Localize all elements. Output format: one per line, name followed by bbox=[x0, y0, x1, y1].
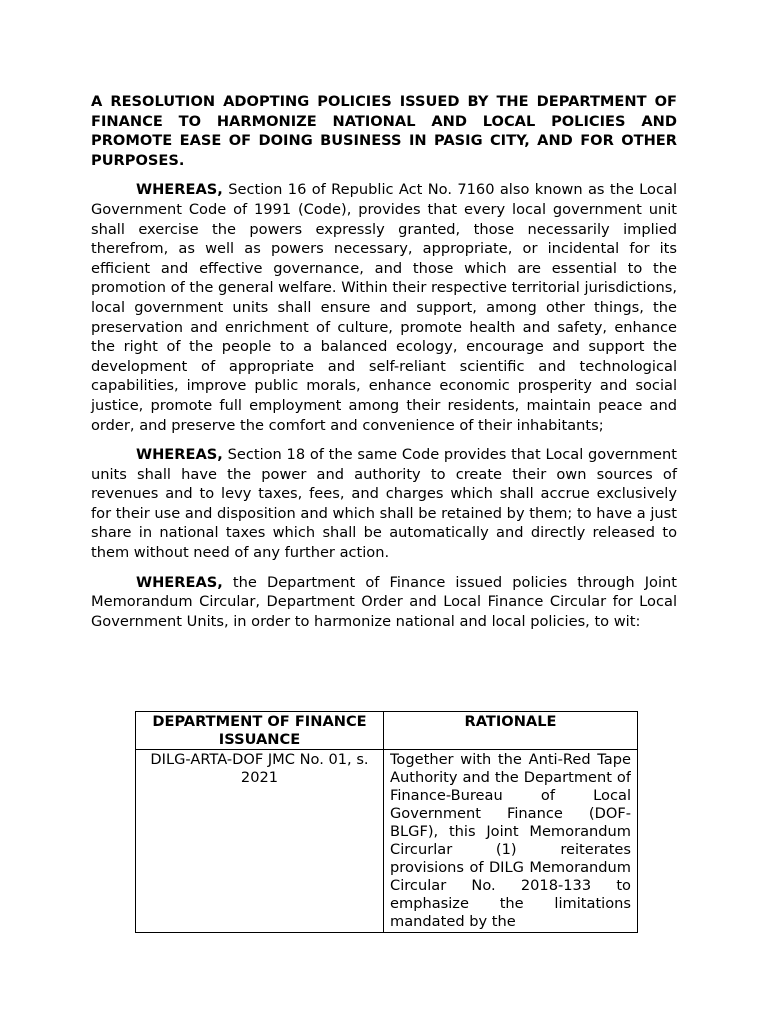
rationale-cell bbox=[384, 750, 638, 933]
column-header-rationale: RATIONALE bbox=[384, 712, 638, 750]
issuance-table bbox=[135, 711, 638, 933]
table-row bbox=[136, 750, 638, 933]
whereas-text: Section 16 of Republic Act No. 7160 also known as the Local Government Code of 1991 (Code), provides that every local government unit shall exercise the powers expressly granted, those necessarily implied therefrom, as well as powers necessary, appropriate, or incidental for its efficient and effective governance, and those which are essential to the promotion of the general welfare. Within their respective territorial jurisdictions, local government units shall ensure and support, among other things, the preservation and enrichment of culture, promote health and safety, enhance the right of the people to a balanced ecology, encourage and support the development of appropriate and self-reliant scientific and technological capabilities, improve public morals, enhance economic prosperity and social justice, promote full employment among their residents, maintain peace and order, and preserve the comfort and convenience of their inhabitants; bbox=[91, 181, 677, 434]
whereas-lead: WHEREAS, bbox=[136, 573, 223, 591]
whereas-paragraph bbox=[91, 180, 677, 435]
document-body bbox=[91, 92, 677, 641]
whereas-paragraph bbox=[91, 445, 677, 563]
column-header-issuance: DEPARTMENT OF FINANCE ISSUANCE bbox=[136, 712, 384, 750]
rationale-text: Together with the Anti-Red Tape Authority and the Department of Finance-Bureau of Local Government Finance (DOF-BLGF), this Joint Memorandum Circurlar (1) reiterates provisions of DILG Memorandum Circular No. 2018-133 to emphasize the limitations mandated by the bbox=[390, 751, 631, 930]
whereas-lead: WHEREAS, bbox=[136, 181, 223, 199]
whereas-paragraph bbox=[91, 573, 677, 632]
resolution-title: A RESOLUTION ADOPTING POLICIES ISSUED BY THE DEPARTMENT OF FINANCE TO HARMONIZE NATIONAL AND LOCAL POLICIES AND PROMOTE EASE OF DOING BUSINESS IN PASIG CITY, AND FOR OTHER PURPOSES. bbox=[91, 93, 677, 169]
issuance-cell: DILG-ARTA-DOF JMC No. 01, s. 2021 bbox=[136, 750, 384, 933]
whereas-lead: WHEREAS, bbox=[136, 446, 223, 464]
whereas-text: the Department of Finance issued policies through Joint Memorandum Circular, Department Order and Local Finance Circular for Local Government Units, in order to harmonize national and local policies, to wit: bbox=[91, 573, 677, 630]
whereas-text: Section 18 of the same Code provides that Local government units shall have the power and authority to create their own sources of revenues and to levy taxes, fees, and charges which shall accrue exclusively for their use and disposition and which shall be retained by them; to have a just share in national taxes which shall be automatically and directly released to them without need of any further action. bbox=[91, 446, 677, 562]
table-header-row bbox=[136, 712, 638, 750]
